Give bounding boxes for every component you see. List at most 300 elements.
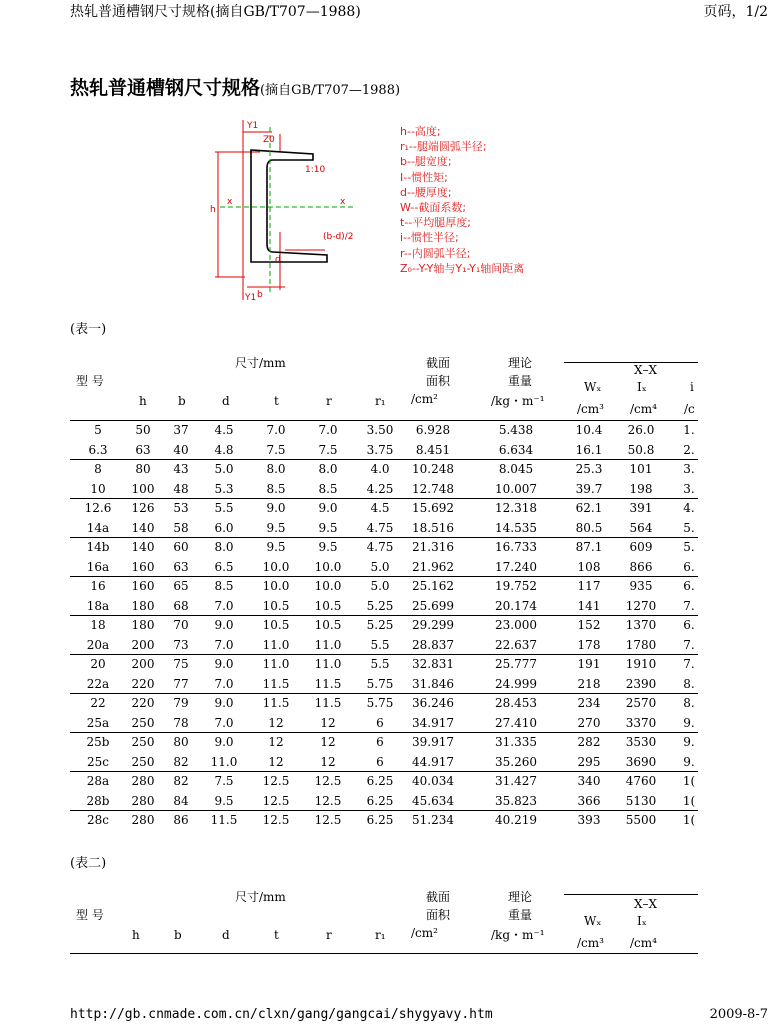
table-cell: 280 bbox=[131, 793, 155, 808]
table-cell: 234 bbox=[577, 696, 601, 710]
legend-item: h--高度; bbox=[400, 125, 441, 138]
table-cell: 866 bbox=[629, 559, 653, 574]
legend-item: b--腿宽度; bbox=[400, 155, 452, 169]
table-cell: 29.299 bbox=[412, 618, 454, 632]
table-cell: 28.837 bbox=[412, 637, 454, 652]
table-cell: 12 bbox=[268, 754, 284, 769]
table-cell: 2570 bbox=[625, 696, 657, 710]
table-cell: 160 bbox=[131, 559, 155, 574]
table-cell: 250 bbox=[131, 735, 155, 749]
table-cell: 8.451 bbox=[415, 442, 451, 457]
table-cell: 70 bbox=[173, 618, 189, 632]
table-cell: 82 bbox=[173, 774, 189, 788]
table-cell: 7.0 bbox=[318, 423, 338, 437]
table-cell: 37 bbox=[173, 423, 189, 437]
table-cell: 18 bbox=[90, 618, 106, 632]
legend-item: t--平均腿厚度; bbox=[400, 216, 471, 230]
table-cell: 198 bbox=[629, 481, 653, 496]
table-cell: 180 bbox=[131, 618, 155, 632]
table-cell: 9. bbox=[683, 754, 695, 769]
table-row bbox=[70, 538, 698, 558]
table-cell: 28.453 bbox=[495, 696, 537, 710]
table-cell: 9.5 bbox=[214, 793, 234, 808]
table-cell: 10.5 bbox=[262, 618, 290, 632]
table-cell: 101 bbox=[629, 462, 653, 476]
table-cell: 35.823 bbox=[495, 793, 537, 808]
table-cell: 18.516 bbox=[412, 520, 454, 535]
table-cell: 4.75 bbox=[366, 520, 394, 535]
table-cell: 4.0 bbox=[370, 462, 390, 476]
table-cell: 8.5 bbox=[318, 481, 338, 496]
table-row bbox=[70, 480, 698, 500]
table-cell: 126 bbox=[131, 501, 155, 515]
fig-label-y1-top: Y1 bbox=[247, 121, 259, 131]
table-cell: 4760 bbox=[625, 774, 657, 788]
table-cell: 12 bbox=[268, 715, 284, 730]
table-cell: 23.000 bbox=[495, 618, 537, 632]
table-cell: 8. bbox=[683, 696, 695, 710]
table-cell: 10.0 bbox=[314, 559, 342, 574]
table-cell: 935 bbox=[629, 579, 653, 593]
table-cell: 40.219 bbox=[495, 813, 537, 827]
table-cell: 62.1 bbox=[575, 501, 603, 515]
table-cell: 2390 bbox=[625, 676, 657, 691]
table-cell: 7.5 bbox=[214, 774, 234, 788]
table-cell: 51.234 bbox=[412, 813, 454, 827]
table-cell: 11.5 bbox=[210, 813, 238, 827]
document-title bbox=[70, 73, 400, 100]
table-cell: 1. bbox=[683, 423, 695, 437]
table-cell: 43 bbox=[173, 462, 189, 476]
table-cell: 53 bbox=[173, 501, 189, 515]
table-cell: 12.748 bbox=[412, 481, 454, 496]
table-cell: 7. bbox=[683, 657, 695, 671]
table-cell: 7.0 bbox=[214, 715, 234, 730]
table-cell: 22 bbox=[90, 696, 106, 710]
footer-date: 2009-8-7 bbox=[709, 1007, 768, 1022]
table-cell: 10.0 bbox=[262, 579, 290, 593]
table-cell: 10 bbox=[90, 481, 106, 496]
table-cell: 152 bbox=[577, 618, 601, 632]
col-wx: Wₓ bbox=[584, 380, 602, 394]
table-cell: 5.75 bbox=[366, 676, 394, 691]
table-cell: 32.831 bbox=[412, 657, 454, 671]
legend-item: Z₀--Y-Y轴与Y₁-Y₁轴间距离 bbox=[400, 261, 525, 275]
table-cell: 5.438 bbox=[498, 423, 534, 437]
table-cell: 7.5 bbox=[318, 442, 338, 457]
table-cell: 82 bbox=[173, 754, 189, 769]
table-cell: 44.917 bbox=[412, 754, 454, 769]
table-cell: 5 bbox=[94, 423, 102, 437]
legend-item: I--惯性矩; bbox=[400, 170, 448, 184]
table-cell: 79 bbox=[173, 696, 189, 710]
footer-url[interactable]: http://gb.cnmade.com.cn/clxn/gang/gangcai/shygyavy.htm bbox=[70, 1007, 493, 1022]
table-cell: 8. bbox=[683, 676, 695, 691]
table-cell: 11.5 bbox=[262, 676, 290, 691]
table-cell: 1370 bbox=[625, 618, 657, 632]
table2-caption: (表二) bbox=[70, 856, 107, 871]
table-cell: 5.0 bbox=[370, 579, 390, 593]
table-cell: 218 bbox=[577, 676, 601, 691]
table-row bbox=[70, 792, 698, 812]
table-cell: 9.0 bbox=[214, 735, 234, 749]
table-cell: 20a bbox=[86, 637, 110, 652]
table-row bbox=[70, 753, 698, 773]
table-cell: 3.75 bbox=[366, 442, 394, 457]
table-cell: 19.752 bbox=[495, 579, 537, 593]
table-cell: 11.0 bbox=[210, 754, 238, 769]
table-cell: 9. bbox=[683, 715, 695, 730]
table-cell: 16.733 bbox=[495, 540, 537, 554]
table-cell: 6.5 bbox=[214, 559, 234, 574]
table-row bbox=[70, 733, 698, 753]
table-cell: 50.8 bbox=[627, 442, 655, 457]
table-cell: 4.5 bbox=[214, 423, 234, 437]
table-cell: 63 bbox=[135, 442, 151, 457]
table-row bbox=[70, 421, 698, 441]
table-row bbox=[70, 616, 698, 636]
table-cell: 28c bbox=[87, 813, 109, 827]
table-cell: 280 bbox=[131, 813, 155, 827]
table-cell: 108 bbox=[577, 559, 601, 574]
table-cell: 1( bbox=[682, 793, 696, 808]
table-cell: 391 bbox=[629, 501, 653, 515]
table-cell: 140 bbox=[131, 520, 155, 535]
page-number: 页码，1/2 bbox=[703, 4, 768, 20]
table-cell: 8.045 bbox=[498, 462, 534, 476]
table-cell: 5. bbox=[683, 540, 695, 554]
table-cell: 68 bbox=[173, 598, 189, 613]
table-cell: 5.25 bbox=[366, 598, 394, 613]
table-cell: 8.0 bbox=[318, 462, 338, 476]
table-cell: 11.5 bbox=[314, 676, 342, 691]
xx-rule bbox=[564, 362, 698, 363]
table-cell: 10.4 bbox=[575, 423, 603, 437]
table-cell: 140 bbox=[131, 540, 155, 554]
table-cell: 141 bbox=[577, 598, 601, 613]
table-cell: 9.5 bbox=[266, 540, 286, 554]
table-cell: 65 bbox=[173, 579, 189, 593]
table-row bbox=[70, 675, 698, 695]
table-row bbox=[70, 441, 698, 461]
table-cell: 25.3 bbox=[575, 462, 603, 476]
table-cell: 12.5 bbox=[314, 813, 342, 827]
fig-label-y1-bottom: Y1 bbox=[245, 293, 257, 303]
table-cell: 26.0 bbox=[627, 423, 655, 437]
col-weight: 理论 bbox=[508, 356, 533, 370]
table-cell: 1780 bbox=[625, 637, 657, 652]
table-cell: 16.1 bbox=[575, 442, 603, 457]
table-cell: 58 bbox=[173, 520, 189, 535]
table-cell: 45.634 bbox=[412, 793, 454, 808]
table-cell: 5.0 bbox=[370, 559, 390, 574]
table-cell: 200 bbox=[131, 657, 155, 671]
table-cell: 7.0 bbox=[214, 676, 234, 691]
table-cell: 25a bbox=[86, 715, 110, 730]
table-cell: 12.5 bbox=[262, 793, 290, 808]
legend-item: d--腰厚度; bbox=[400, 185, 452, 199]
table-cell: 366 bbox=[577, 793, 601, 808]
table-cell: 282 bbox=[577, 735, 601, 749]
table-cell: 6 bbox=[376, 715, 384, 730]
table-cell: 20 bbox=[90, 657, 106, 671]
table-cell: 4. bbox=[683, 501, 695, 515]
table-cell: 6.634 bbox=[498, 442, 534, 457]
table-row bbox=[70, 655, 698, 675]
table-cell: 25.777 bbox=[495, 657, 537, 671]
table-cell: 6 bbox=[376, 735, 384, 749]
table-cell: 1270 bbox=[625, 598, 657, 613]
table-cell: 34.917 bbox=[412, 715, 454, 730]
table1-caption: (表一) bbox=[70, 322, 107, 337]
table-cell: 1( bbox=[682, 774, 696, 788]
fig-label-b: b bbox=[257, 290, 263, 300]
legend-item: W--截面系数; bbox=[400, 201, 467, 215]
table-row bbox=[70, 714, 698, 734]
table-cell: 21.962 bbox=[412, 559, 454, 574]
table-cell: 10.007 bbox=[495, 481, 537, 496]
table-cell: 220 bbox=[131, 676, 155, 691]
table-cell: 25b bbox=[86, 735, 110, 749]
fig-label-x-left: x bbox=[227, 197, 233, 207]
table-cell: 31.427 bbox=[495, 774, 537, 788]
table-cell: 609 bbox=[629, 540, 653, 554]
table-row bbox=[70, 636, 698, 656]
table-cell: 27.410 bbox=[495, 715, 537, 730]
table-cell: 80.5 bbox=[575, 520, 603, 535]
table-cell: 9.5 bbox=[266, 520, 286, 535]
fig-label-h: h bbox=[210, 205, 216, 215]
table-cell: 75 bbox=[173, 657, 189, 671]
table-cell: 180 bbox=[131, 598, 155, 613]
table-cell: 39.917 bbox=[412, 735, 454, 749]
table-cell: 10.5 bbox=[262, 598, 290, 613]
table-cell: 100 bbox=[131, 481, 155, 496]
table-cell: 11.5 bbox=[314, 696, 342, 710]
table-cell: 50 bbox=[135, 423, 151, 437]
table-row bbox=[70, 460, 698, 480]
table-cell: 18a bbox=[86, 598, 110, 613]
table-row bbox=[70, 499, 698, 519]
legend-item: r--内圆弧半径; bbox=[400, 246, 471, 260]
table-cell: 31.846 bbox=[412, 676, 454, 691]
xx-rule-2 bbox=[564, 894, 698, 895]
fig-label-z0: Z0 bbox=[263, 135, 275, 145]
table-cell: 8.0 bbox=[214, 540, 234, 554]
table-cell: 12.5 bbox=[262, 813, 290, 827]
table-cell: 9.5 bbox=[318, 540, 338, 554]
col-model: 型 号 bbox=[76, 374, 104, 388]
table-cell: 270 bbox=[577, 715, 601, 730]
table-cell: 84 bbox=[173, 793, 189, 808]
table-cell: 11.5 bbox=[262, 696, 290, 710]
table-cell: 6.928 bbox=[415, 423, 451, 437]
table-cell: 22.637 bbox=[495, 637, 537, 652]
table-row bbox=[70, 558, 698, 578]
table-cell: 220 bbox=[131, 696, 155, 710]
table-cell: 28b bbox=[86, 793, 110, 808]
table-cell: 10.5 bbox=[314, 598, 342, 613]
table-cell: 14a bbox=[86, 520, 110, 535]
table-cell: 80 bbox=[135, 462, 151, 476]
table-cell: 77 bbox=[173, 676, 189, 691]
table-cell: 9.0 bbox=[318, 501, 338, 515]
table-cell: 4.8 bbox=[214, 442, 234, 457]
table-cell: 295 bbox=[577, 754, 601, 769]
table-cell: 24.999 bbox=[495, 676, 537, 691]
table-cell: 6. bbox=[683, 579, 695, 593]
table-cell: 78 bbox=[173, 715, 189, 730]
table-cell: 10.0 bbox=[262, 559, 290, 574]
table-cell: 10.0 bbox=[314, 579, 342, 593]
table-cell: 63 bbox=[173, 559, 189, 574]
col-ix: Iₓ bbox=[637, 380, 647, 394]
table-cell: 9.0 bbox=[214, 657, 234, 671]
page-header-title: 热轧普通槽钢尺寸规格(摘自GB/T707—1988) bbox=[70, 4, 361, 20]
table-cell: 5.5 bbox=[370, 637, 390, 652]
table-cell: 25.162 bbox=[412, 579, 454, 593]
table-cell: 6.3 bbox=[88, 442, 108, 457]
table-cell: 25.699 bbox=[412, 598, 454, 613]
table-cell: 5.75 bbox=[366, 696, 394, 710]
table-cell: 28a bbox=[86, 774, 110, 788]
fig-label-x-right: x bbox=[340, 197, 346, 207]
table-cell: 3370 bbox=[625, 715, 657, 730]
table-cell: 8 bbox=[94, 462, 102, 476]
table-cell: 4.25 bbox=[366, 481, 394, 496]
table-cell: 1910 bbox=[625, 657, 657, 671]
table-cell: 20.174 bbox=[495, 598, 537, 613]
table-cell: 7.0 bbox=[214, 598, 234, 613]
table-cell: 7. bbox=[683, 598, 695, 613]
table-cell: 5500 bbox=[625, 813, 657, 827]
table-cell: 14b bbox=[86, 540, 110, 554]
document-title-sub: (摘自GB/T707—1988) bbox=[260, 83, 401, 98]
table-cell: 160 bbox=[131, 579, 155, 593]
table-cell: 7. bbox=[683, 637, 695, 652]
table-cell: 6. bbox=[683, 618, 695, 632]
table-cell: 36.246 bbox=[412, 696, 454, 710]
table-cell: 191 bbox=[577, 657, 601, 671]
table-cell: 9.0 bbox=[214, 618, 234, 632]
table-cell: 6.25 bbox=[366, 793, 394, 808]
table-row bbox=[70, 811, 698, 831]
table-cell: 5.0 bbox=[214, 462, 234, 476]
table-cell: 7.5 bbox=[266, 442, 286, 457]
table-cell: 25c bbox=[87, 754, 109, 769]
table-cell: 9.0 bbox=[214, 696, 234, 710]
table-cell: 9. bbox=[683, 735, 695, 749]
document-title-main: 热轧普通槽钢尺寸规格 bbox=[70, 77, 261, 99]
table-row bbox=[70, 577, 698, 597]
table-cell: 5.3 bbox=[214, 481, 234, 496]
table-cell: 340 bbox=[577, 774, 601, 788]
table-cell: 280 bbox=[131, 774, 155, 788]
table-cell: 12.5 bbox=[314, 793, 342, 808]
table-row bbox=[70, 519, 698, 539]
table-cell: 6. bbox=[683, 559, 695, 574]
table-cell: 9.5 bbox=[318, 520, 338, 535]
col-area: 截面 bbox=[426, 356, 451, 370]
table-cell: 5.25 bbox=[366, 618, 394, 632]
table-cell: 10.248 bbox=[412, 462, 454, 476]
fig-label-slope: 1:10 bbox=[305, 165, 326, 175]
table-cell: 16a bbox=[86, 559, 110, 574]
table-cell: 1( bbox=[682, 813, 696, 827]
table-cell: 16 bbox=[90, 579, 106, 593]
table-cell: 5.5 bbox=[214, 501, 234, 515]
table-cell: 564 bbox=[629, 520, 653, 535]
table-cell: 4.5 bbox=[370, 501, 390, 515]
col-dims: 尺寸/mm bbox=[235, 356, 286, 370]
table-cell: 21.316 bbox=[412, 540, 454, 554]
table-cell: 48 bbox=[173, 481, 189, 496]
table-cell: 393 bbox=[577, 813, 601, 827]
table-cell: 178 bbox=[577, 637, 601, 652]
table-cell: 40 bbox=[173, 442, 189, 457]
table-cell: 12 bbox=[320, 715, 336, 730]
table-cell: 35.260 bbox=[495, 754, 537, 769]
table-cell: 11.0 bbox=[262, 637, 290, 652]
table-cell: 200 bbox=[131, 637, 155, 652]
table-cell: 9.0 bbox=[266, 501, 286, 515]
table-cell: 6.25 bbox=[366, 774, 394, 788]
table-cell: 12.6 bbox=[84, 501, 112, 515]
table-cell: 12 bbox=[320, 735, 336, 749]
table-cell: 11.0 bbox=[262, 657, 290, 671]
table-cell: 80 bbox=[173, 735, 189, 749]
table-cell: 40.034 bbox=[412, 774, 454, 788]
table-cell: 4.75 bbox=[366, 540, 394, 554]
header-rule-2 bbox=[70, 953, 698, 954]
legend-item: i--惯性半径; bbox=[400, 231, 459, 245]
table-cell: 73 bbox=[173, 637, 189, 652]
fig-label-b-d-2: (b-d)/2 bbox=[323, 232, 354, 242]
table-cell: 3. bbox=[683, 481, 695, 496]
table-cell: 7.0 bbox=[214, 637, 234, 652]
table-cell: 6.0 bbox=[214, 520, 234, 535]
table-cell: 2. bbox=[683, 442, 695, 457]
table-cell: 5.5 bbox=[370, 657, 390, 671]
table-cell: 31.335 bbox=[495, 735, 537, 749]
table-row bbox=[70, 772, 698, 792]
table-cell: 8.0 bbox=[266, 462, 286, 476]
table-cell: 14.535 bbox=[495, 520, 537, 535]
symbol-legend bbox=[400, 124, 524, 276]
table-cell: 5130 bbox=[625, 793, 657, 808]
table-cell: 12.5 bbox=[262, 774, 290, 788]
table-row bbox=[70, 694, 698, 714]
fig-label-d: d bbox=[275, 255, 281, 265]
table-cell: 3690 bbox=[625, 754, 657, 769]
table-cell: 39.7 bbox=[575, 481, 603, 496]
col-model-2: 型 号 bbox=[76, 908, 104, 922]
table-cell: 250 bbox=[131, 754, 155, 769]
table-cell: 86 bbox=[173, 813, 189, 827]
table-cell: 3. bbox=[683, 462, 695, 476]
table-row bbox=[70, 597, 698, 617]
table-cell: 6.25 bbox=[366, 813, 394, 827]
table-cell: 12 bbox=[320, 754, 336, 769]
table-cell: 60 bbox=[173, 540, 189, 554]
table-cell: 117 bbox=[577, 579, 601, 593]
table-cell: 8.5 bbox=[214, 579, 234, 593]
table-cell: 11.0 bbox=[314, 657, 342, 671]
table-cell: 15.692 bbox=[412, 501, 454, 515]
table-cell: 5. bbox=[683, 520, 695, 535]
table-cell: 87.1 bbox=[575, 540, 603, 554]
table-cell: 12.318 bbox=[495, 501, 537, 515]
